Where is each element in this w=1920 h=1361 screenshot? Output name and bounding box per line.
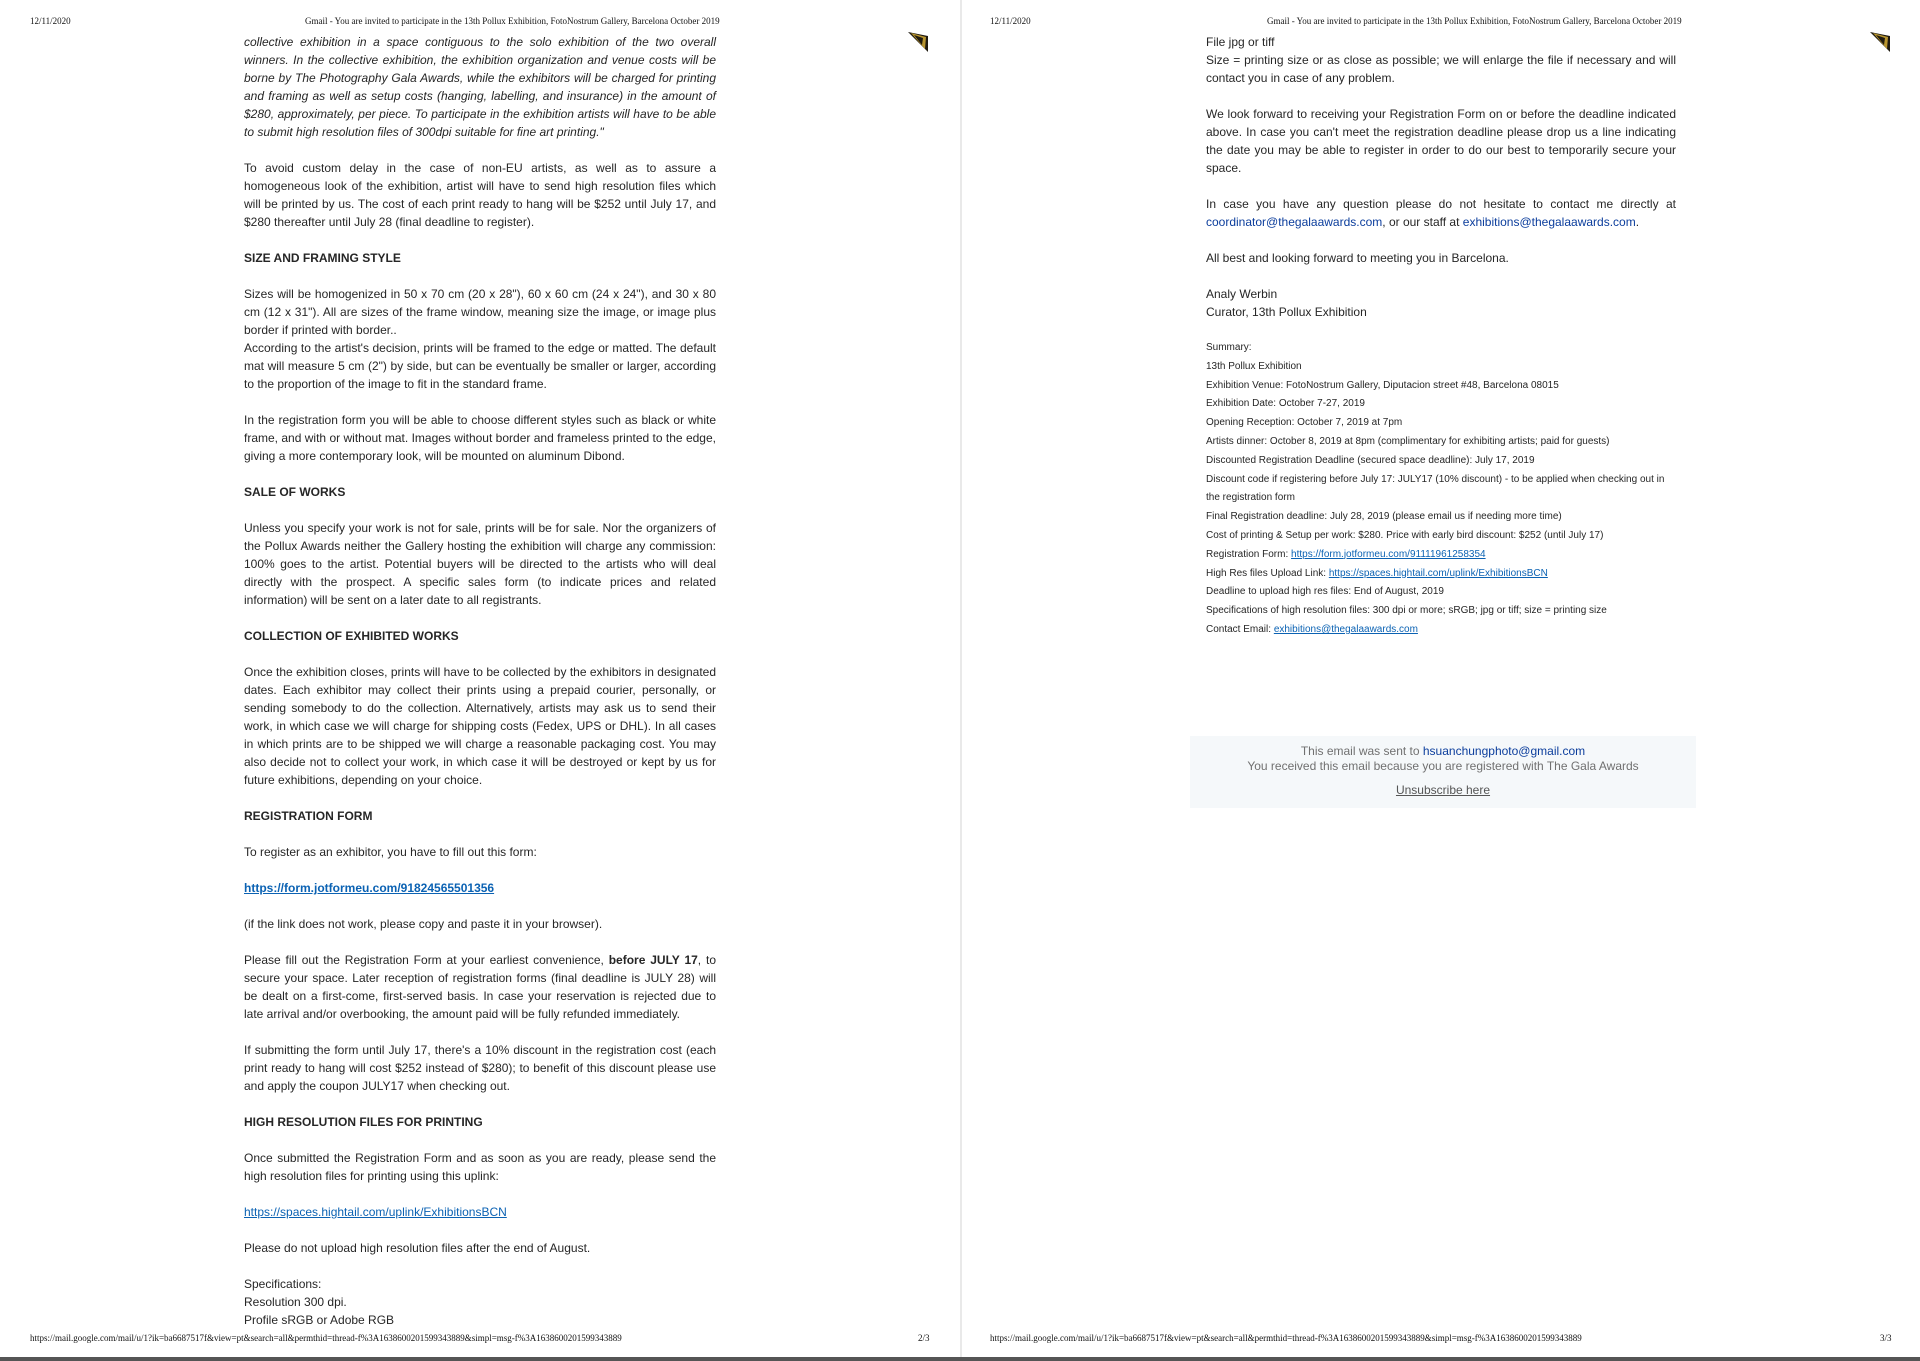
deadline-bold: before JULY 17	[608, 953, 698, 967]
summary-title: Summary:	[1206, 342, 1252, 353]
exhibitions-email-link[interactable]: exhibitions@thegalaawards.com	[1462, 215, 1636, 229]
signature-name: Analy Werbin	[1206, 287, 1278, 301]
hires-paragraph: Once submitted the Registration Form and as soon as you are ready, please send the high resolution files for printing using this uplink:	[244, 1151, 716, 1183]
print-footer-page-number: 3/3	[1880, 1333, 1892, 1343]
size-paragraph-3: In the registration form you will be able to choose different styles such as black or white frame, and with or without mat. Images without border and frameless printed to the edge, giving a more contemporary look, will be mounted on aluminum Dibond.	[244, 413, 716, 463]
look-forward-paragraph: We look forward to receiving your Registration Form on or before the deadline indicated above. In case you can't meet the registration deadline please drop us a line indicating the date you may be able to register in order to do our best to temporarily secure your space.	[1206, 107, 1676, 175]
registration-heading: REGISTRATION FORM	[244, 809, 373, 823]
print-header-date: 12/11/2020	[30, 16, 71, 26]
contact-paragraph: In case you have any question please do not hesitate to contact me directly at coordinator@thegalaawards.com, or our staff at exhibitions@thegalaawards.com.	[1206, 197, 1676, 229]
summary-line: Deadline to upload high res files: End of August, 2019	[1206, 586, 1444, 598]
unsubscribe-link[interactable]: Unsubscribe here	[1395, 783, 1491, 797]
print-page-3	[962, 0, 1920, 1361]
summary-line: Exhibition Date: October 7-27, 2019	[1206, 398, 1365, 410]
registration-reason: You received this email because you are registered with The Gala Awards	[1247, 759, 1639, 773]
coordinator-email-link[interactable]: coordinator@thegalaawards.com	[1206, 215, 1383, 229]
registration-link-paragraph	[244, 879, 716, 897]
summary-upload-link[interactable]: https://spaces.hightail.com/uplink/ExhibitionsBCN	[1328, 567, 1548, 579]
collection-heading: COLLECTION OF EXHIBITED WORKS	[244, 629, 459, 643]
spec-profile: Profile sRGB or Adobe RGB	[244, 1313, 395, 1327]
summary-line: Final Registration deadline: July 28, 2019 (please email us if needing more time)	[1206, 511, 1562, 523]
summary-line: Artists dinner: October 8, 2019 at 8pm (complimentary for exhibiting artists; paid for guests)	[1206, 435, 1610, 447]
email-body-left	[244, 33, 716, 1329]
summary-line: 13th Pollux Exhibition	[1206, 360, 1302, 372]
email-footer-box	[1190, 736, 1696, 808]
viewer-bottom-bar	[0, 1357, 1920, 1361]
summary-line: Specifications of high resolution files: 300 dpi or more; sRGB; jpg or tiff; size = printing size	[1206, 605, 1607, 617]
summary-line: Opening Reception: October 7, 2019 at 7pm	[1206, 417, 1403, 429]
summary-line: Discount code if registering before July 17: JULY17 (10% discount) - to be applied when checking out in the registration form	[1206, 473, 1665, 504]
sale-of-works-heading: SALE OF WORKS	[244, 485, 346, 499]
spec-resolution: Resolution 300 dpi.	[244, 1295, 347, 1309]
email-body-right	[1206, 33, 1676, 640]
sale-paragraph: Unless you specify your work is not for sale, prints will be for sale. Nor the organizers of the Pollux Awards neither the Gallery hosting the exhibition will charge any commission: 100% goes to the artist. Potential buyers will be directed to the artists who will deal directly with the prospect. A specific sales form (to indicate prices and related information) will be sent on a later date to all registrants.	[244, 521, 716, 607]
link-note: (if the link does not work, please copy and paste it in your browser).	[244, 917, 603, 931]
folded-corner-logo-icon	[1868, 30, 1892, 54]
intro-italic-paragraph: collective exhibition in a space contiguous to the solo exhibition of the two overall winners. In the collective exhibition, the exhibition organization and venue costs will be borne by The Photography Gala Awards, while the exhibitors will be charged for printing and framing as well as setup costs (hanging, labelling, and insurance) in the amount of $280, approximately, per piece. To participate in the exhibition artists will have to be able to submit high resolution files of 300dpi suitable for fine art printing."	[244, 35, 716, 139]
print-footer-page-number: 2/3	[918, 1333, 930, 1343]
summary-line: Discounted Registration Deadline (secured space deadline): July 17, 2019	[1206, 454, 1535, 466]
print-header-title: Gmail - You are invited to participate in the 13th Pollux Exhibition, FotoNostrum Gallery, Barcelona October 2019	[305, 16, 720, 26]
print-footer-url: https://mail.google.com/mail/u/1?ik=ba6687517f&view=pt&search=all&permthid=thread-f%3A1638600201599343889&simpl=msg-f%3A1638600201599343889	[30, 1333, 622, 1343]
custom-delay-paragraph: To avoid custom delay in the case of non-EU artists, as well as to assure a homogeneous look of the exhibition, artist will have to send high resolution files which will be printed by us. The cost of each print ready to hang will be $252 until July 17, and $280 thereafter until July 28 (final deadline to register).	[244, 161, 716, 229]
register-instruction: To register as an exhibitor, you have to fill out this form:	[244, 845, 537, 859]
size-paragraph-1: Sizes will be homogenized in 50 x 70 cm (20 x 28"), 60 x 60 cm (24 x 24"), and 30 x 80 cm (12 x 31"). All are sizes of the frame window, meaning size the image, or image plus border if printed with border..	[244, 287, 716, 337]
summary-registration-link[interactable]: https://form.jotformeu.com/91111961258354	[1291, 548, 1486, 560]
size-framing-heading: SIZE AND FRAMING STYLE	[244, 251, 401, 265]
no-upload-paragraph: Please do not upload high resolution files after the end of August.	[244, 1241, 591, 1255]
summary-block	[1206, 339, 1676, 640]
summary-contact-email-link[interactable]: exhibitions@thegalaawards.com	[1273, 623, 1418, 635]
fill-form-paragraph: Please fill out the Registration Form at your earliest convenience, before JULY 17, to secure your space. Later reception of registration forms (final deadline is JULY 28) will be dealt on a first-come, first-served basis. In case your reservation is rejected due to late arrival and/or overbooking, the amount paid will be fully refunded immediately.	[244, 953, 716, 1021]
print-header-title: Gmail - You are invited to participate in the 13th Pollux Exhibition, FotoNostrum Gallery, Barcelona October 2019	[1267, 16, 1682, 26]
spec-file: File jpg or tiff	[1206, 35, 1275, 49]
recipient-email-link[interactable]: hsuanchungphoto@gmail.com	[1422, 744, 1586, 758]
summary-line: Cost of printing & Setup per work: $280. Price with early bird discount: $252 (until July 17)	[1206, 529, 1604, 541]
upload-link-paragraph	[244, 1203, 716, 1221]
folded-corner-logo-icon	[906, 30, 930, 54]
summary-line: Registration Form: https://form.jotformeu.com/91111961258354	[1206, 548, 1486, 560]
spec-title: Specifications:	[244, 1277, 322, 1291]
discount-paragraph: If submitting the form until July 17, there's a 10% discount in the registration cost (each print ready to hang will cost $252 instead of $280); to benefit of this discount please use and apply the coupon JULY17 when checking out.	[244, 1043, 716, 1093]
registration-form-link[interactable]: https://form.jotformeu.com/91824565501356	[244, 881, 495, 895]
summary-line: Contact Email: exhibitions@thegalaawards.com	[1206, 623, 1418, 635]
summary-line: High Res files Upload Link: https://spaces.hightail.com/uplink/ExhibitionsBCN	[1206, 567, 1548, 579]
print-header-date: 12/11/2020	[990, 16, 1031, 26]
size-paragraph-2: According to the artist's decision, prints will be framed to the edge or matted. The default mat will measure 5 cm (2") by side, but can be eventually be smaller or larger, according to the proportion of the image to fit in the standard frame.	[244, 341, 716, 391]
print-footer-url: https://mail.google.com/mail/u/1?ik=ba6687517f&view=pt&search=all&permthid=thread-f%3A1638600201599343889&simpl=msg-f%3A1638600201599343889	[990, 1333, 1582, 1343]
spec-size: Size = printing size or as close as possible; we will enlarge the file if necessary and will contact you in case of any problem.	[1206, 53, 1676, 85]
signature-title: Curator, 13th Pollux Exhibition	[1206, 305, 1367, 319]
upload-link[interactable]: https://spaces.hightail.com/uplink/ExhibitionsBCN	[244, 1205, 507, 1219]
closing-paragraph: All best and looking forward to meeting you in Barcelona.	[1206, 251, 1509, 265]
summary-line: Exhibition Venue: FotoNostrum Gallery, Diputacion street #48, Barcelona 08015	[1206, 379, 1559, 391]
hires-heading: HIGH RESOLUTION FILES FOR PRINTING	[244, 1115, 483, 1129]
collection-paragraph: Once the exhibition closes, prints will have to be collected by the exhibitors in designated dates. Each exhibitor may collect their prints using a prepaid courier, personally, or sending somebody to do the collection. Alternatively, artists may ask us to send their work, in which case we will charge for shipping costs (Fedex, UPS or DHL). In all cases in which prints are to be shipped we will charge a reasonable packaging cost. You may also decide not to collect your work, in which case it will be destroyed or kept by us for future exhibitions, depending on your choice.	[244, 665, 716, 787]
sent-to-line: This email was sent to hsuanchungphoto@gmail.com	[1300, 744, 1586, 758]
